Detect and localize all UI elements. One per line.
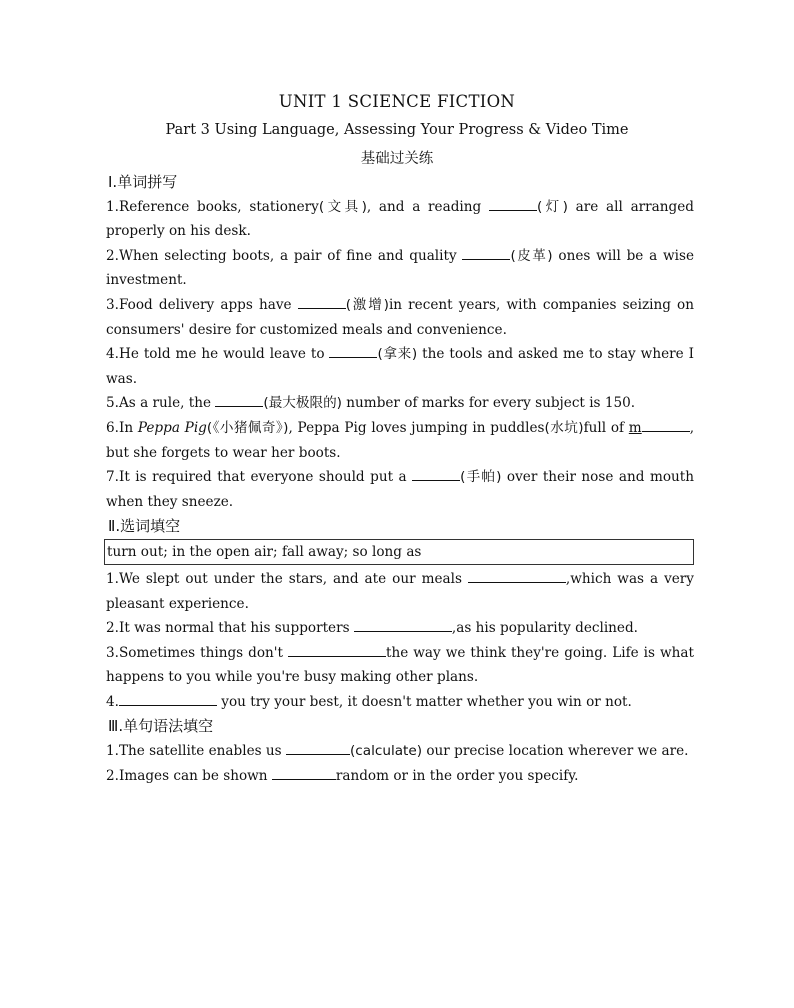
unit-title: UNIT 1 SCIENCE FICTION — [278, 92, 516, 111]
answer-blank[interactable] — [215, 392, 263, 407]
answer-blank[interactable] — [329, 343, 377, 358]
section-label: 基础过关练 — [360, 151, 434, 167]
answer-blank[interactable] — [119, 691, 217, 706]
question-2-3: 3.Sometimes things don't the way we think they're going. Life is what happens to you while you're busy making other plans. — [106, 641, 694, 690]
section-heading-word-choice: Ⅱ.选词填空 — [108, 517, 181, 536]
answer-blank[interactable] — [412, 466, 460, 481]
answer-blank[interactable] — [298, 294, 346, 309]
question-1-5: 5.As a rule, the (最大极限的) number of marks for every subject is 150. — [106, 391, 694, 416]
question-2-4: 4. you try your best, it doesn't matter whether you win or not. — [106, 690, 694, 715]
question-1-4: 4.He told me he would leave to (拿来) the tools and asked me to stay where I was. — [106, 342, 694, 391]
question-1-1: 1.Reference books, stationery(文具), and a reading (灯) are all arranged properly on his desk. — [106, 195, 694, 244]
question-3-2: 2.Images can be shown random or in the order you specify. — [106, 764, 694, 789]
section-heading-grammar: Ⅲ.单句语法填空 — [108, 717, 214, 736]
word-bank-box: turn out; in the open air; fall away; so long as — [104, 539, 694, 565]
answer-blank[interactable] — [272, 765, 336, 780]
answer-blank[interactable] — [642, 417, 690, 432]
answer-blank[interactable] — [286, 740, 350, 755]
question-1-2: 2.When selecting boots, a pair of fine and quality (皮革) ones will be a wise investment. — [106, 244, 694, 293]
answer-blank[interactable] — [462, 245, 510, 260]
worksheet-content — [106, 170, 694, 788]
section-heading-spelling: Ⅰ.单词拼写 — [108, 173, 178, 191]
question-1-6: 6.In Peppa Pig(《小猪佩奇》), Peppa Pig loves jumping in puddles(水坑)full of m , but she forgets to wear her boots. — [106, 416, 694, 465]
part-subtitle: Part 3 Using Language, Assessing Your Progress & Video Time — [165, 122, 629, 138]
question-1-7: 7.It is required that everyone should put a (手帕) over their nose and mouth when they sneeze. — [106, 465, 694, 514]
question-3-1: 1.The satellite enables us (calculate) our precise location wherever we are. — [106, 739, 694, 764]
answer-blank[interactable] — [489, 196, 537, 211]
answer-blank[interactable] — [468, 568, 566, 583]
question-1-3: 3.Food delivery apps have (激增)in recent years, with companies seizing on consumers' desire for customized meals and convenience. — [106, 293, 694, 342]
question-2-2: 2.It was normal that his supporters ,as his popularity declined. — [106, 616, 694, 641]
question-2-1: 1.We slept out under the stars, and ate our meals ,which was a very pleasant experience. — [106, 567, 694, 616]
answer-blank[interactable] — [354, 617, 452, 632]
answer-blank[interactable] — [288, 642, 386, 657]
